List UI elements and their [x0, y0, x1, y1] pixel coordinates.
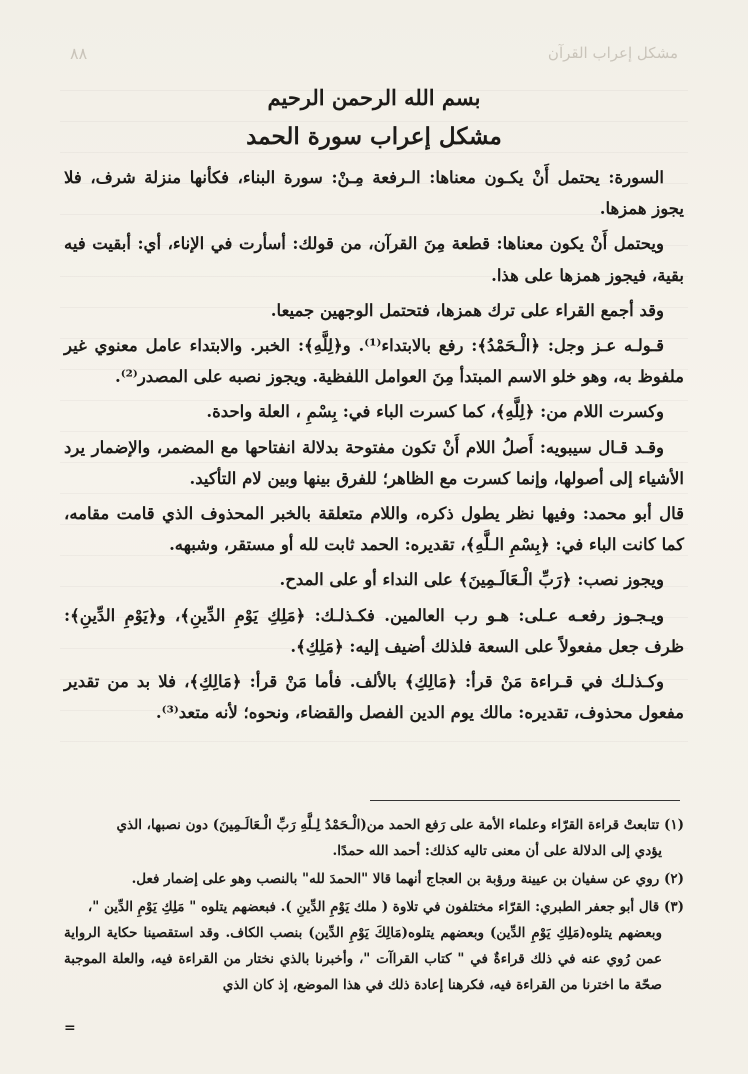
footnotes	[64, 812, 684, 1000]
paragraph: وكـذلـك في قـراءة مَنْ قرأ: ﴿مَالِكِ﴾ بالألف. فأما مَنْ قرأ: ﴿مَالِكِ﴾، فلا بد من تقدير مفعول محذوف، تقديره: مالك يوم الدين الفصل والقضاء، ونحوه؛ لأنه متعد⁽³⁾.	[64, 672, 684, 723]
footnote-text: روي عن سفيان بن عيينة ورؤبة بن العجاج أنهما قالا "الحمدَ لله" بالنصب وهو على إضمار فعل.	[131, 871, 660, 887]
footnote-number: (١)	[663, 817, 684, 833]
footnote-continuation: يؤدي إلى الدلالة على أن معنى تاليه كذلك: أحمد الله حمدًا.	[332, 843, 662, 859]
continuation-mark: =	[64, 1020, 76, 1036]
paragraph: ويحتمل أَنْ يكون معناها: قطعة مِنَ القرآن، من قولك: أسأرت في الإناء، أي: أبقيت فيه بقية، فيجوز همزها على هذا.	[64, 234, 684, 285]
page-number: ٨٨	[70, 43, 88, 63]
footnote-text: تتابعتْ قراءة القرّاء وعلماء الأمة على رَفع الحمد من(الْـحَمْدُ لِـلَّهِ رَبِّ الْـعَالَـمِينَ) دون نصبها، الذي	[116, 817, 660, 833]
footnote-number: (٢)	[663, 871, 684, 887]
footnote-continuation: وبعضهم يتلوه(مَلِكِ يَوْمِ الدِّين) وبعضهم يتلوه(مَالِكَ يَوْمِ الدِّين) بنصب الكاف. وقد استقصينا حكاية الرواية عمن رُوي عنه في ذلك قراءةٌ في " كتاب القراآت "، وأخبرنا بالذي نختار من القراءة فيه، والعلة الموجبة صحّة ما اخترنا من القراءة فيه، فكرهنا إعادة ذلك في هذا الموضع، إذ كان الذي	[64, 925, 662, 993]
footnote-separator	[370, 800, 680, 801]
chapter-title: مشكل إعراب سورة الحمد	[246, 123, 502, 150]
paragraph: وقـد قـال سيبويه: أَصلُ اللام أَنْ تكون مفتوحة بدلالة انفتاحها مع المضمر، والإضمار يرد الأشياء إلى أصولها، وإنما كسرت مع الظاهر؛ للفرق بينها وبين لام التأكيد.	[64, 437, 684, 488]
paragraph: قال أبو محمد: وفيها نظر يطول ذكره، واللام متعلقة بالخبر المحذوف الذي قامت مقامه، كما كانت الباء في: ﴿بِسْمِ الـلَّهِ﴾، تقديره: الحمد ثابت لله أو مستقر، وشبهه.	[64, 504, 684, 555]
footnote-text: قال أبو جعفر الطبري: القرّاء مختلفون في تلاوة ( ملك يَوْمِ الدِّينِ ). فبعضهم يتلوه " مَلِكِ يَوْمِ الدِّين "،	[87, 899, 660, 915]
paragraph: ويـجـوز رفعـه عـلى: هـو رب العالمين. فكـذلـك: ﴿مَلِكِ يَوْمِ الدِّينِ﴾، و﴿يَوْمِ الدِّينِ﴾: ظرف جعل مفعولاً على السعة فلذلك أضيف إليه: ﴿مَلِكِ﴾.	[64, 605, 684, 656]
footnote-3	[64, 894, 684, 998]
footnote-number: (٣)	[663, 899, 684, 915]
paragraph: السورة: يحتمل أَنْ يكـون معناها: الـرفعة مِـنْ: سورة البناء، فكأنها منزلة شرف، فلا يجوز همزها.	[64, 168, 684, 219]
footnote-1	[64, 812, 684, 864]
footnote-2	[64, 866, 684, 892]
basmala: بسم الله الرحمن الرحيم	[267, 85, 481, 110]
main-text	[64, 82, 684, 732]
running-header	[70, 40, 678, 66]
paragraph: ويجوز نصب: ﴿رَبِّ الْـعَالَـمِينَ﴾ على النداء أو على المدح.	[279, 570, 664, 590]
running-title: مشكل إعراب القرآن	[547, 44, 678, 62]
paragraph: قـولـه عـز وجل: ﴿الْـحَمْدُ﴾: رفع بالابتداء⁽¹⁾. و﴿لِلَّهِ﴾: الخبر. والابتداء عامل معنوي غير ملفوظ به، وهو خلو الاسم المبتدأ مِنَ العوامل اللفظية. ويجوز نصبه على المصدر⁽²⁾.	[64, 336, 684, 387]
paragraph: وكسرت اللام من: ﴿لِلَّهِ﴾، كما كسرت الباء في: بِسْمِ ، العلة واحدة.	[206, 402, 664, 422]
paragraph: وقد أجمع القراء على ترك همزها، فتحتمل الوجهين جميعا.	[270, 300, 664, 320]
